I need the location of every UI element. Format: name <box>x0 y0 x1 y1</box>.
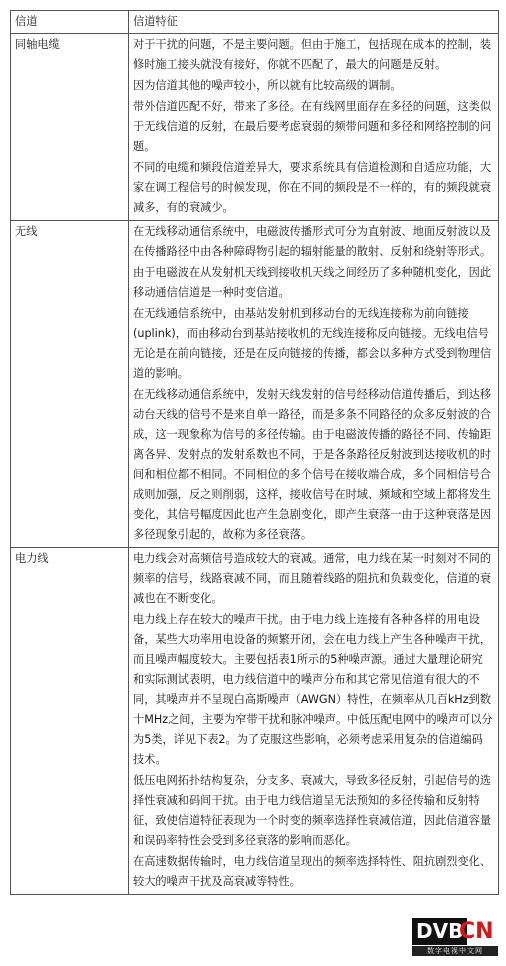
paragraph: 不同的电缆和频段信道差异大，要求系统具有信道检测和自适应功能，大家在调工程信号的时候发现，你在不同的频段是不一样的，有的频段就衰减多，有的衰减少。 <box>133 161 492 214</box>
table-row <box>11 221 499 548</box>
paragraph: 低压电网拓扑结构复杂，分支多、衰减大，导致多径反射，引起信号的选择性衰减和码间干扰。由于电力线信道呈无法预知的多径传输和反射特征，致使信道特征表现为一个时变的频率选择性衰减信道，因此信道容量和误码率特性会受到多径衰落的影响而恶化。 <box>133 774 492 847</box>
paragraph: 电力线会对高频信号造成较大的衰减。通常，电力线在某一时刻对不同的频率的信号，线路衰减不同，而且随着线路的阻抗和负载变化，信道的衰减也在不断变化。 <box>133 552 492 605</box>
table-header-row <box>11 11 499 34</box>
dvbcn-watermark-logo <box>412 918 500 958</box>
paragraph: 电力线上存在较大的噪声干扰。由于电力线上连接有各种各样的用电设备，某些大功率用电设备的频繁开闭，会在电力线上产生各种噪声干扰，而且噪声幅度较大。主要包括表1所示的5种噪声源。通过大量理论研究和实际测试表明，电力线信道中的噪声分布和其它常见信道有很大的不同，其噪声并不呈现白高斯噪声（AWGN）特性，在频率从几百kHz到数十MHz之间，主要为窄带干扰和脉冲噪声。中低压配电网中的噪声可以分为5类，详见下表2。为了克服这些影响，必须考虑采用复杂的信道编码技术。 <box>133 613 493 766</box>
watermark-brand-left: DVB <box>412 918 467 945</box>
paragraph: 在无线移动通信系统中，电磁波传播形式可分为直射波、地面反射波以及在传播路径中由各种障碍物引起的辐射能量的散射、反射和绕射等形式。 <box>133 225 492 258</box>
row-name-wireless: 无线 <box>11 221 129 548</box>
channel-characteristics-table <box>10 10 499 895</box>
paragraph: 在无线通信系统中，由基站发射机到移动台的无线连接称为前向链接 (uplink)，而由移动台到基站接收机的无线连接称反向链接。无线电信号无论是在前向链接，还是在反向链接的传播，都会以多种方式受到物理信道的影响。 <box>133 307 492 380</box>
paragraph: 在无线移动通信系统中，发射天线发射的信号经移动信道传播后，到达移动台天线的信号不是来自单一路径，而是多条不同路径的众多反射波的合成，这一现象称为信号的多径传输。由于电磁波传播的路径不同、传输距离各异、发射点的发射系数也不同，于是各条路径反射波到达接收机的时间和相位都不相同。不同相位的多个信号在接收端合成，多个同相信号合成则加强，反之则削弱，这样，接收信号在时域、频域和空域上都将发生变化，其信号幅度因此也产生急剧变化，即产生衰落一由于这种衰落是因多径现象引起的，故称为多径衰落。 <box>133 388 492 541</box>
watermark-brand-right: CN <box>459 919 494 944</box>
row-name-coax: 同轴电缆 <box>11 34 129 221</box>
row-features-coax <box>129 34 499 221</box>
table-row <box>11 34 499 221</box>
table-row <box>11 548 499 895</box>
paragraph: 因为信道其他的噪声较小，所以就有比较高级的调制。 <box>133 79 402 92</box>
paragraph: 对于干扰的问题，不是主要问题。但由于施工，包括现在成本的控制，装修时施工接头就没有接好，你就不匹配了，最大的问题是反射。 <box>133 38 492 71</box>
watermark-subtitle: 数字电视中文网 <box>412 946 498 956</box>
row-features-powerline <box>129 548 499 895</box>
row-name-powerline: 电力线 <box>11 548 129 895</box>
paragraph: 由于电磁波在从发射机天线到接收机天线之间经历了多种随机变化，因此移动通信信道是一种时变信道。 <box>133 266 492 299</box>
row-features-wireless <box>129 221 499 548</box>
paragraph: 带外信道匹配不好，带来了多径。在有线网里面存在多径的问题，这类似于无线信道的反射，在最后要考虑衰弱的频带问题和多径和网络控制的问题。 <box>133 100 492 153</box>
header-channel: 信道 <box>11 11 129 34</box>
header-channel-features: 信道特征 <box>129 11 499 34</box>
paragraph: 在高速数据传输时，电力线信道呈现出的频率选择特性、阻抗剧烈变化、较大的噪声干扰及高衰减等特性。 <box>133 855 492 888</box>
